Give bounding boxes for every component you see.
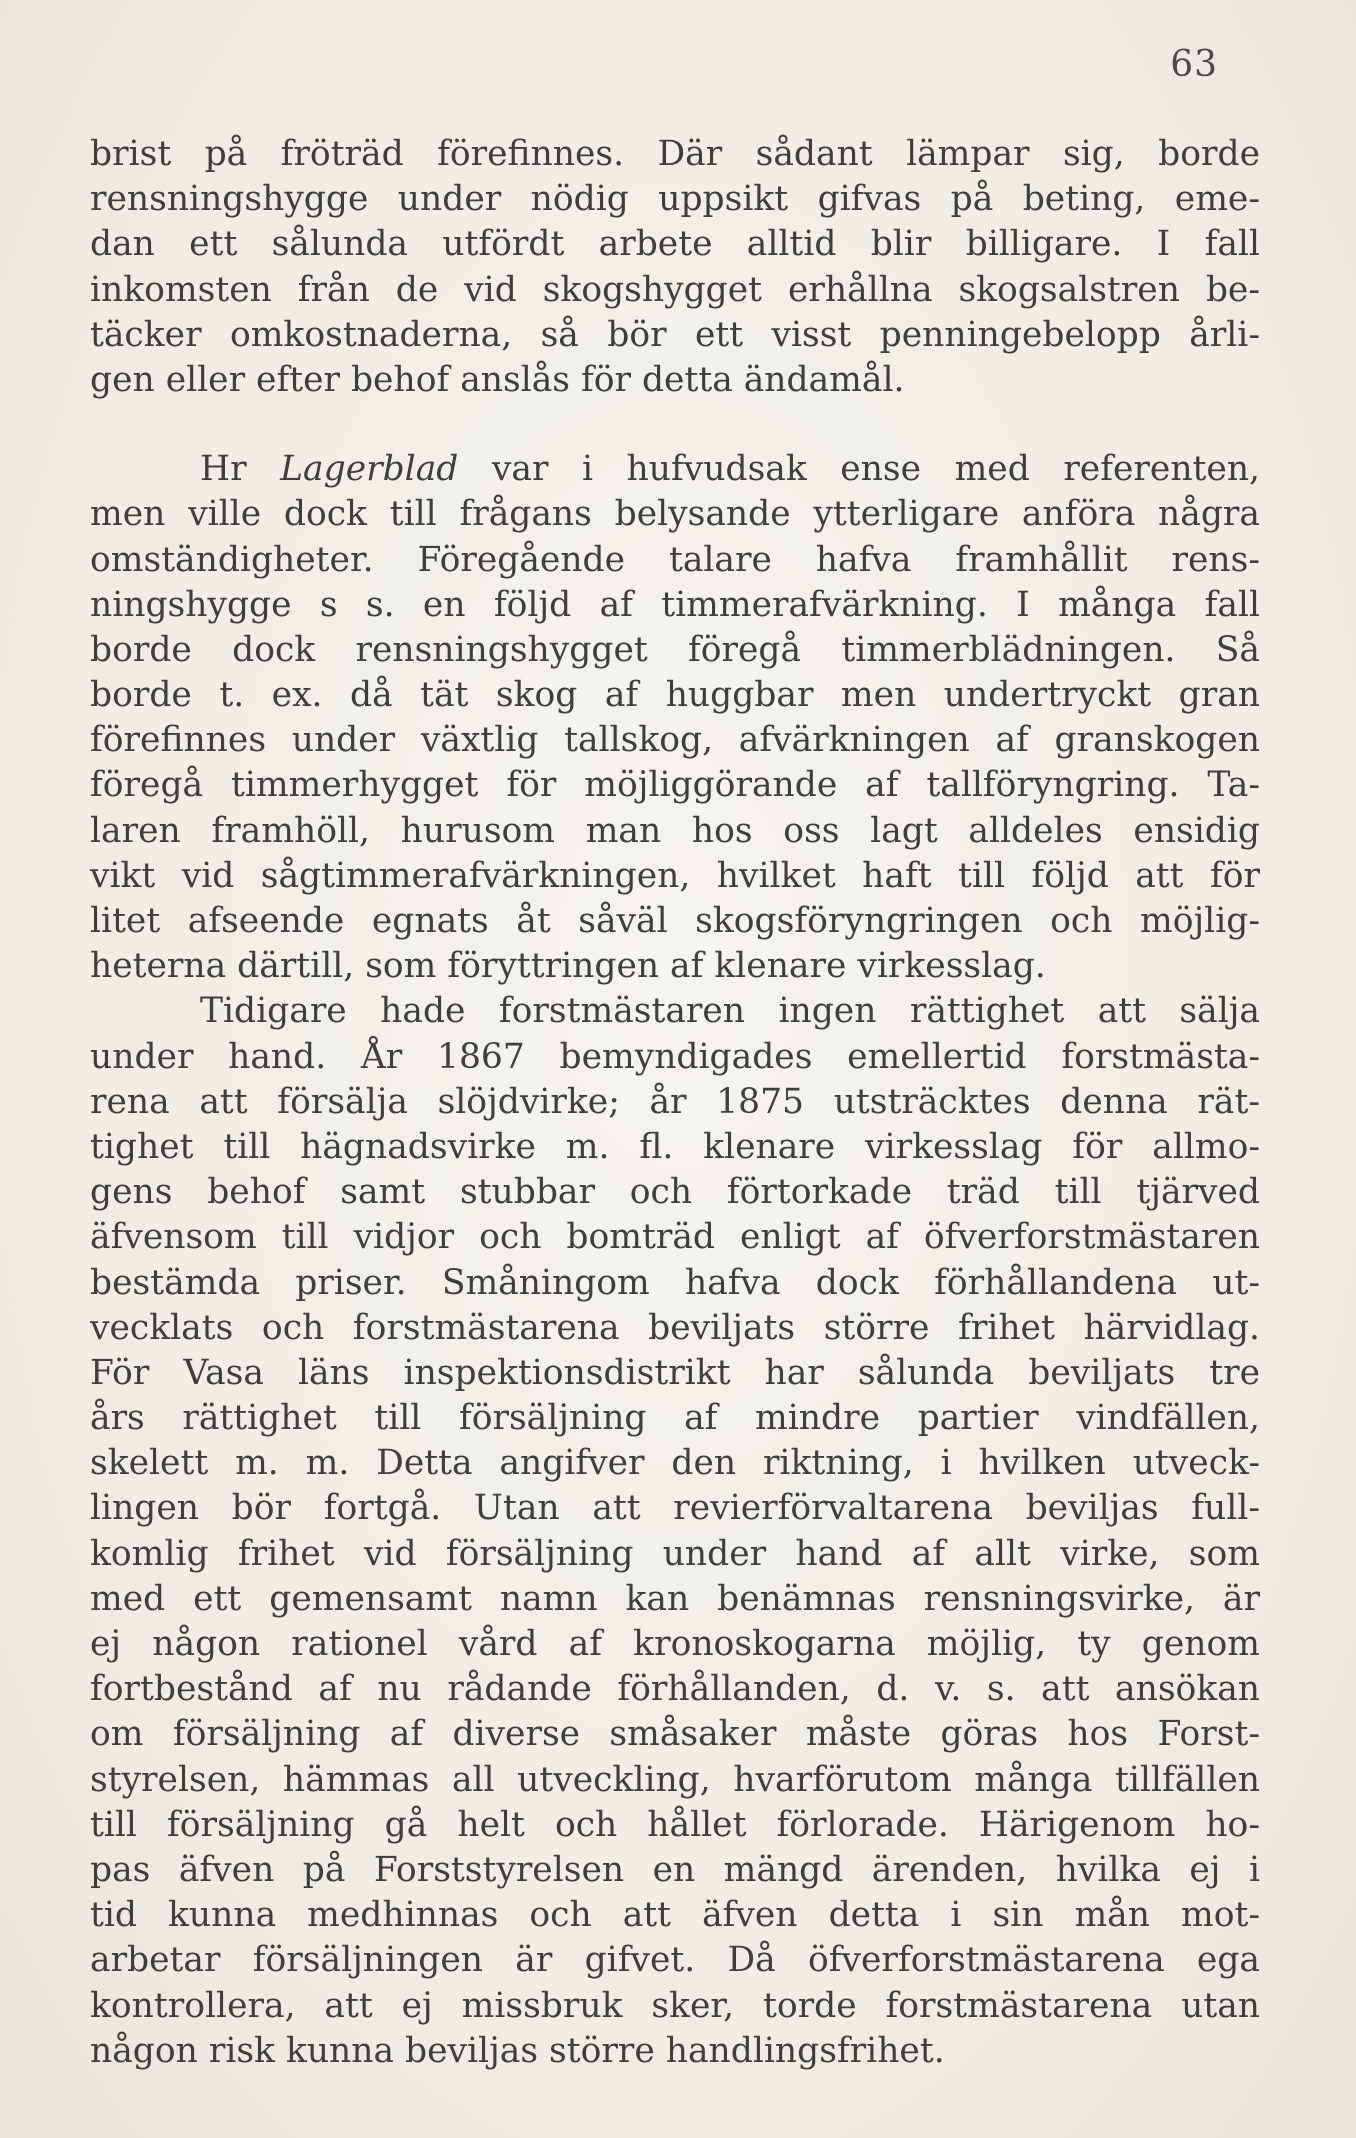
text-line: gen eller efter behof anslås för detta ändamål. xyxy=(90,359,905,400)
text-line: lingen bör fortgå. Utan att revierförvaltarena beviljas full- xyxy=(90,1488,1260,1529)
page-number: 63 xyxy=(1170,44,1218,85)
body-text xyxy=(90,132,1260,2074)
text-line: till försäljning gå helt och hållet förlorade. Härigenom ho- xyxy=(90,1804,1260,1845)
text-line: fortbestånd af nu rådande förhållanden, d. v. s. att ansökan xyxy=(90,1669,1260,1710)
text-line-first xyxy=(90,447,1260,492)
text-line: vikt vid sågtimmerafvärkningen, hvilket haft till följd att för xyxy=(90,855,1260,896)
text-line: brist på fröträd förefinnes. Där sådant lämpar sig, borde xyxy=(90,134,1260,174)
text-line: dan ett sålunda utfördt arbete alltid blir billigare. I fall xyxy=(90,224,1260,265)
text-line: års rättighet till försäljning af mindre partier vindfällen, xyxy=(90,1398,1260,1439)
speaker-name: Lagerblad xyxy=(280,449,459,490)
text-line: föregå timmerhygget för möjliggörande af tallföryngring. Ta- xyxy=(90,765,1260,806)
text-line: gens behof samt stubbar och förtorkade träd till tjärved xyxy=(90,1172,1260,1213)
text-line: någon risk kunna beviljas större handlingsfrihet. xyxy=(90,2030,945,2071)
text-line: med ett gemensamt namn kan benämnas rensningsvirke, är xyxy=(90,1578,1260,1619)
text-line: skelett m. m. Detta angifver den riktning, i hvilken utveck- xyxy=(90,1443,1260,1484)
paragraph-gap xyxy=(90,403,1260,447)
text-line: heterna därtill, som föryttringen af klenare virkesslag. xyxy=(90,946,1046,987)
speaker-prefix: Hr xyxy=(200,449,281,490)
text-line: komlig frihet vid försäljning under hand af allt virke, som xyxy=(90,1533,1260,1574)
text-line: omständigheter. Föregående talare hafva framhållit rens- xyxy=(90,539,1260,580)
text-line: rensningshygge under nödig uppsikt gifvas på beting, eme- xyxy=(90,179,1260,220)
text-line: För Vasa läns inspektionsdistrikt har sålunda beviljats tre xyxy=(90,1352,1260,1393)
text-line: under hand. År 1867 bemyndigades emellertid forstmästa- xyxy=(90,1036,1260,1077)
text-line: täcker omkostnaderna, så bör ett visst penningebelopp årli- xyxy=(90,314,1260,355)
text-line: arbetar försäljningen är gifvet. Då öfverforstmästarena ega xyxy=(90,1940,1260,1981)
text-line: borde t. ex. då tät skog af huggbar men undertryckt gran xyxy=(90,675,1260,716)
text-line: Tidigare hade forstmästaren ingen rättighet att sälja xyxy=(200,991,1260,1032)
text-line: om försäljning af diverse småsaker måste göras hos Forst- xyxy=(90,1714,1260,1755)
text-line: kontrollera, att ej missbruk sker, torde forstmästarena utan xyxy=(90,1985,1260,2026)
text-line: styrelsen, hämmas all utveckling, hvarförutom många tillfällen xyxy=(90,1759,1260,1800)
text-line: förefinnes under växtlig tallskog, afvärkningen af granskogen xyxy=(90,720,1260,761)
text-line: inkomsten från de vid skogshygget erhållna skogsalstren be- xyxy=(90,269,1260,310)
text-line: litet afseende egnats åt såväl skogsföryngringen och möjlig- xyxy=(90,901,1260,941)
text-line: ej någon rationel vård af kronoskogarna möjlig, ty genom xyxy=(90,1624,1260,1664)
text-line: vecklats och forstmästarena beviljats större frihet härvidlag. xyxy=(90,1307,1260,1348)
text-line: bestämda priser. Småningom hafva dock förhållandena ut- xyxy=(90,1262,1260,1303)
text-line: ningshygge s s. en följd af timmerafvärkning. I många fall xyxy=(90,584,1260,625)
text-line: tid kunna medhinnas och att äfven detta i sin mån mot- xyxy=(90,1895,1260,1936)
text-line: borde dock rensningshygget föregå timmerblädningen. Så xyxy=(90,629,1260,670)
text-line: tighet till hägnadsvirke m. fl. klenare virkesslag för allmo- xyxy=(90,1126,1260,1167)
text-line: äfvensom till vidjor och bomträd enligt af öfverforstmästaren xyxy=(90,1217,1260,1258)
text-line: laren framhöll, hurusom man hos oss lagt alldeles ensidig xyxy=(90,810,1260,851)
text-line: rena att försälja slöjdvirke; år 1875 utsträcktes denna rät- xyxy=(90,1081,1260,1122)
text-line: men ville dock till frågans belysande ytterligare anföra några xyxy=(90,494,1260,535)
text-line: pas äfven på Forststyrelsen en mängd ärenden, hvilka ej i xyxy=(90,1849,1260,1890)
speaker-rest: var i hufvudsak ense med referenten, xyxy=(458,449,1260,490)
